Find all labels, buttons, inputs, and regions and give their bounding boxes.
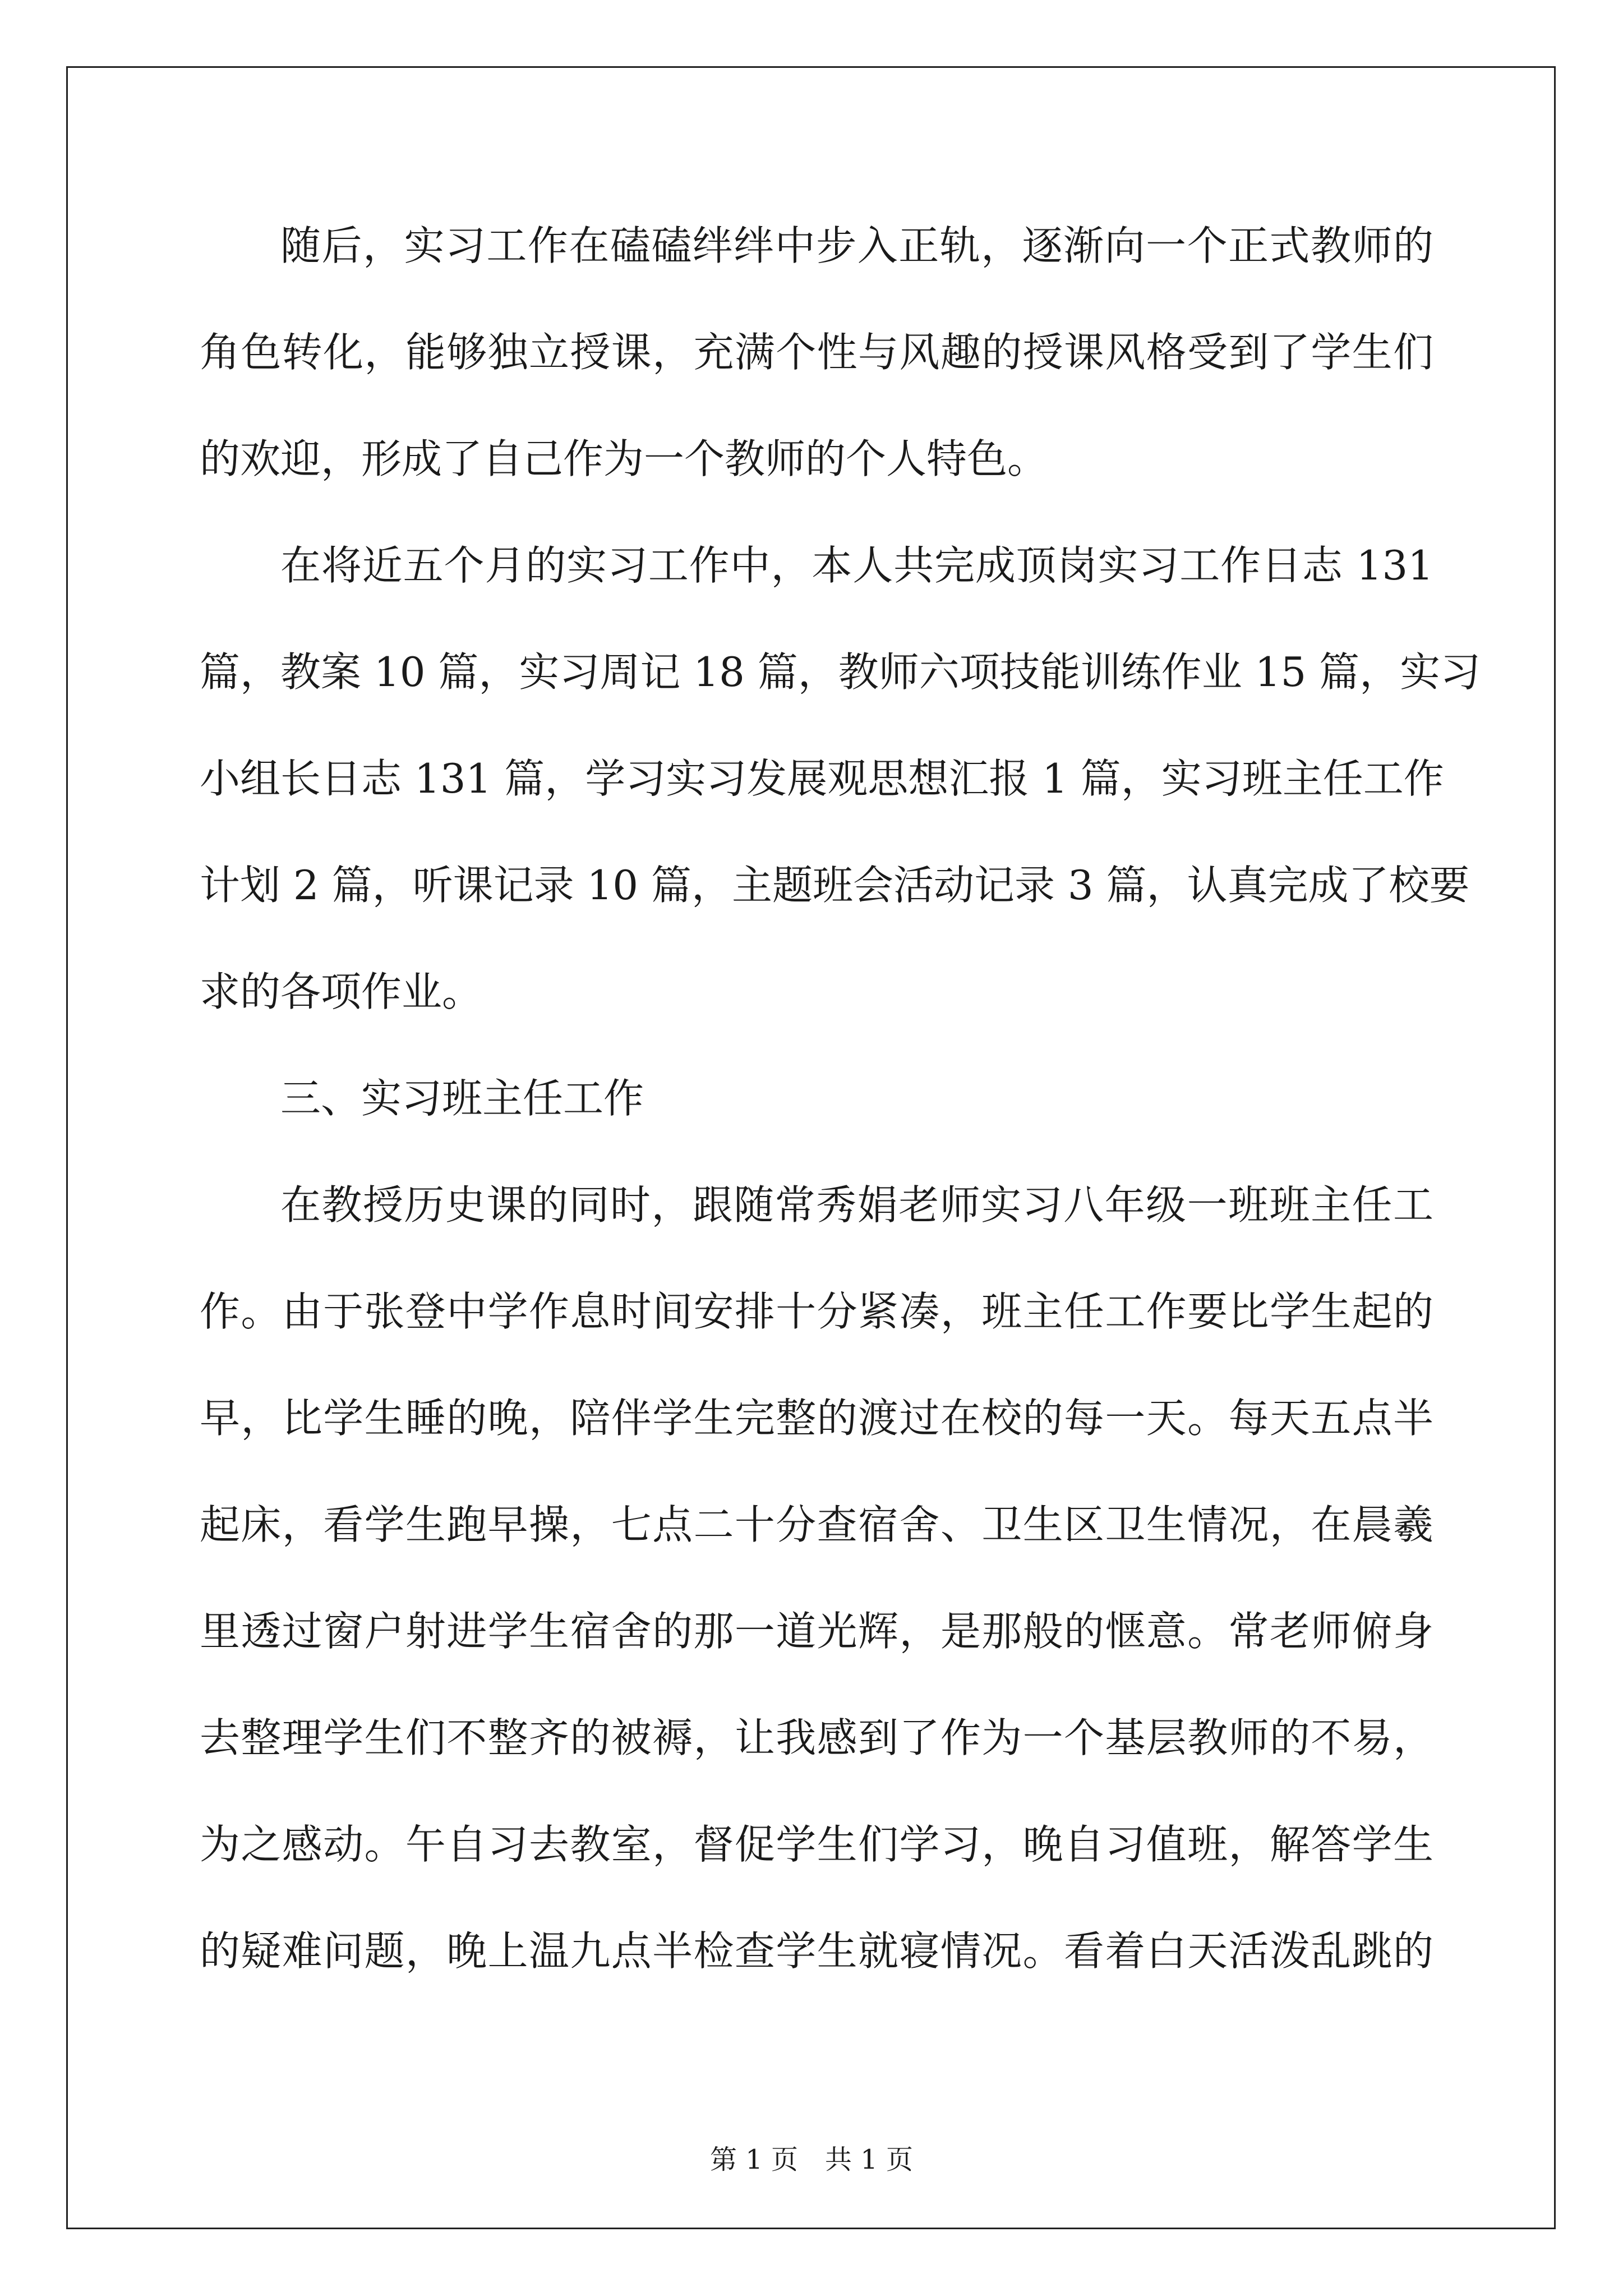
paragraph-line: 的欢迎，形成了自己作为一个教师的个人特色。 xyxy=(200,435,1048,482)
paragraph-line: 里透过窗户射进学生宿舍的那一道光辉，是那般的惬意。常老师俯身 xyxy=(200,1608,1433,1655)
paragraph-line: 随后，实习工作在磕磕绊绊中步入正轨，逐渐向一个正式教师的 xyxy=(280,222,1433,269)
page-number: 第 1 页 xyxy=(709,2144,798,2175)
paragraph-line: 计划 2 篇，听课记录 10 篇，主题班会活动记录 3 篇，认真完成了校要 xyxy=(200,862,1470,909)
paragraph-line: 的疑难问题，晚上温九点半检查学生就寝情况。看着白天活泼乱跳的 xyxy=(200,1927,1433,1975)
page-footer xyxy=(0,2143,1623,2177)
paragraph-line: 角色转化，能够独立授课，充满个性与风趣的授课风格受到了学生们 xyxy=(200,329,1433,376)
paragraph-line: 早，比学生睡的晚，陪伴学生完整的渡过在校的每一天。每天五点半 xyxy=(200,1395,1433,1442)
paragraph-line: 去整理学生们不整齐的被褥，让我感到了作为一个基层教师的不易， xyxy=(200,1714,1433,1761)
paragraph-line: 作。由于张登中学作息时间安排十分紧凑，班主任工作要比学生起的 xyxy=(200,1288,1433,1335)
paragraph-line: 求的各项作业。 xyxy=(200,968,483,1015)
page-border xyxy=(66,66,1556,2229)
paragraph-line: 在教授历史课的同时，跟随常秀娟老师实习八年级一班班主任工 xyxy=(280,1181,1433,1228)
paragraph-line: 篇，教案 10 篇，实习周记 18 篇，教师六项技能训练作业 15 篇，实习 xyxy=(200,648,1481,696)
paragraph-line: 在将近五个月的实习工作中，本人共完成顶岗实习工作日志 131 xyxy=(280,542,1433,589)
paragraph-line: 为之感动。午自习去教室，督促学生们学习，晚自习值班，解答学生 xyxy=(200,1821,1433,1868)
paragraph-line: 起床，看学生跑早操，七点二十分查宿舍、卫生区卫生情况，在晨羲 xyxy=(200,1501,1433,1548)
page-total: 共 1 页 xyxy=(825,2144,914,2175)
section-heading: 三、实习班主任工作 xyxy=(280,1075,644,1122)
paragraph-line: 小组长日志 131 篇，学习实习发展观思想汇报 1 篇，实习班主任工作 xyxy=(200,755,1444,802)
